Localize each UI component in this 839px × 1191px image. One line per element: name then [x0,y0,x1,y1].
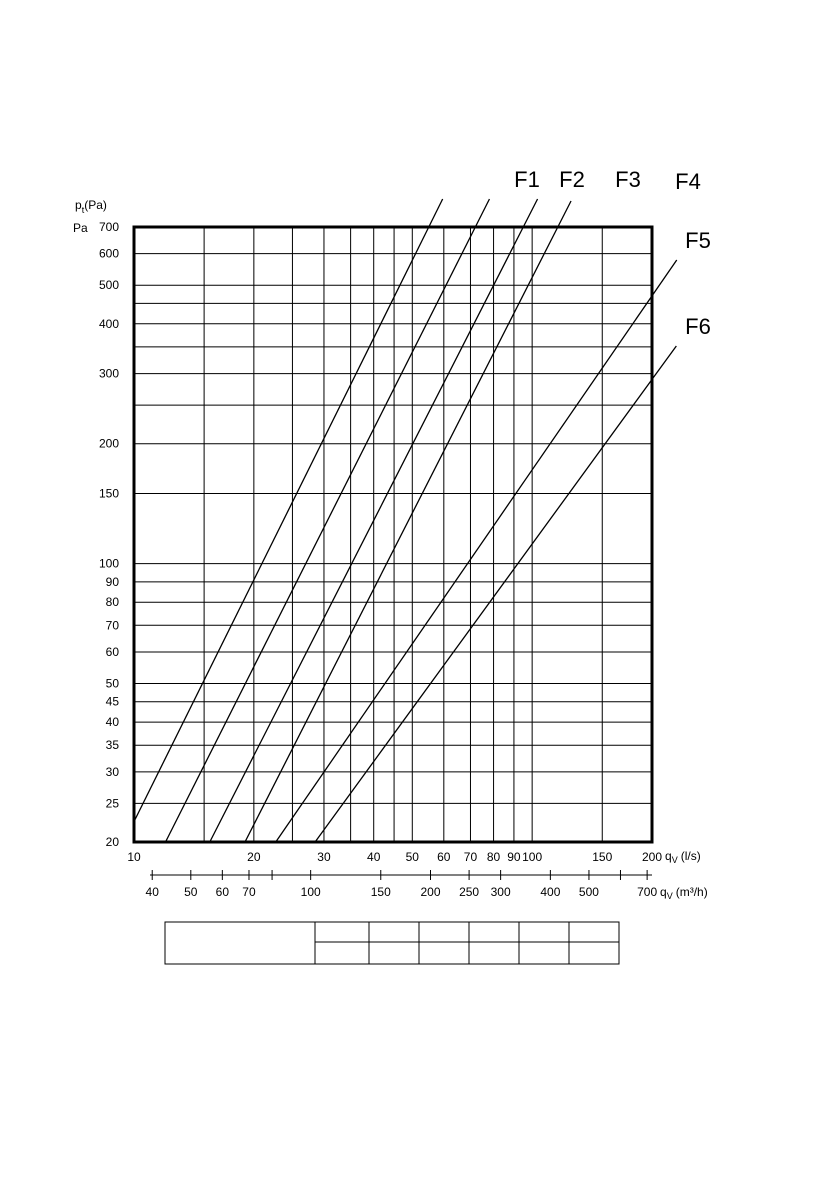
y-tick-label: 50 [105,676,119,691]
series-label-f5: F5 [685,228,711,253]
y-tick-label: 600 [98,246,119,261]
y-tick-label: 150 [98,486,119,501]
x-tick-label: 40 [367,850,381,864]
x2-tick-label: 700 [637,885,658,899]
x2-tick-label: 100 [300,885,321,899]
curve-f3 [210,227,523,842]
y-tick-label: 45 [105,694,119,709]
x2-tick-label: 250 [459,885,480,899]
x2-tick-label: 300 [490,885,511,899]
x-tick-label: 30 [317,850,331,864]
series-label-f1: F1 [514,167,540,192]
curve-f5 [276,296,652,842]
curve-leader-f5 [652,260,677,296]
y-tick-label: 90 [105,574,119,589]
curve-f6 [315,379,652,842]
series-label-f3: F3 [615,167,641,192]
y-tick-label: 100 [98,556,119,571]
y-tick-label: 80 [105,595,119,610]
curve-leader-f1 [429,199,443,227]
x-tick-label: 10 [127,850,141,864]
x2-tick-label: 40 [145,885,159,899]
y-axis-title: $p_t(Pa)$ [75,198,107,215]
x2-tick-label: 70 [242,885,256,899]
y-tick-label: 35 [105,738,119,753]
x-tick-label: 150 [592,850,613,864]
series-label-f4: F4 [675,169,701,194]
secondary-x-axis [146,870,658,899]
y-unit-label: Pa [73,221,88,235]
y-tick-label: 400 [98,316,119,331]
y-tick-label: 40 [105,715,119,730]
x2-tick-label: 150 [370,885,391,899]
table-outline [165,922,619,964]
curve-leader-f3 [523,199,537,227]
x2-tick-label: 200 [420,885,441,899]
x-tick-label: 200 [641,850,663,864]
x-tick-label: 80 [486,850,501,864]
curve-f1 [134,227,429,822]
y-tick-label: 700 [98,220,119,234]
data-table [165,922,619,964]
y-tick-label: 60 [105,644,119,659]
y-tick-label: 500 [98,278,119,293]
x-tick-label: 90 [507,850,521,864]
curves [134,167,711,842]
y-tick-label: 200 [98,436,119,451]
x-tick-label: 60 [437,850,451,864]
y-tick-label: 300 [98,366,119,381]
y-tick-label: 25 [105,796,119,811]
y-tick-label: 30 [105,764,119,779]
x2-axis-title: $q_V$ (m³/h) [660,885,708,901]
curve-leader-f4 [558,201,571,227]
y-tick-labels [99,220,119,849]
x-tick-label: 50 [405,850,419,864]
x-tick-label: 100 [522,850,543,864]
curve-leader-f2 [475,199,489,227]
series-label-f2: F2 [559,167,585,192]
y-tick-label: 20 [105,835,119,849]
x-tick-label: 70 [463,850,478,864]
x-tick-label: 20 [247,850,261,864]
curve-f2 [166,227,476,842]
x2-tick-label: 50 [184,885,198,899]
series-label-f6: F6 [685,314,711,339]
x-tick-labels [127,850,662,864]
x-axis-title: $q_V$ (l/s) [665,849,701,865]
x2-tick-label: 60 [215,885,230,899]
curve-f4 [245,227,558,842]
x2-tick-label: 400 [540,885,561,899]
curve-leader-f6 [652,346,676,379]
x2-tick-label: 500 [578,885,599,899]
y-tick-label: 70 [105,618,119,633]
